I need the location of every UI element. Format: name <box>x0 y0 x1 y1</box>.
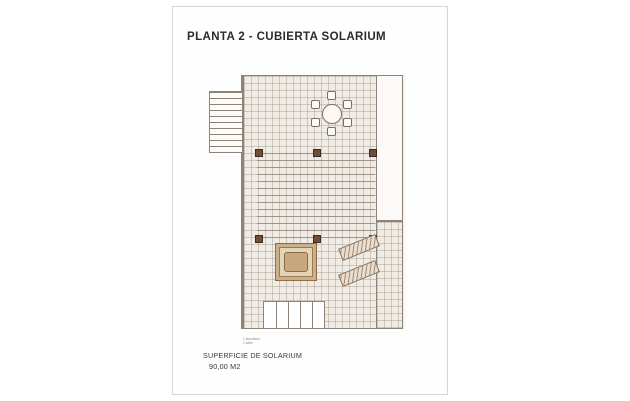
round-table-set <box>309 91 355 137</box>
column <box>313 149 321 157</box>
plan-note-line-2: 1 baño <box>243 341 253 346</box>
chair <box>327 91 336 100</box>
staircase <box>209 91 243 153</box>
side-terrace-slab <box>377 75 403 221</box>
plan-sheet <box>172 6 448 395</box>
chair <box>311 118 320 127</box>
chair <box>343 118 352 127</box>
terrace-edge-shadow <box>403 75 406 329</box>
jacuzzi <box>275 243 317 281</box>
jacuzzi-basin <box>284 252 308 272</box>
chair <box>343 100 352 109</box>
balustrade <box>263 301 325 329</box>
pergola-beams <box>257 153 375 239</box>
round-table <box>322 104 342 124</box>
area-caption <box>203 350 302 372</box>
plan-note <box>243 337 260 346</box>
area-caption-value: 90,00 M2 <box>209 362 241 371</box>
column <box>255 149 263 157</box>
plan-note-line-1: 1 dormitorio <box>243 337 260 341</box>
chair <box>311 100 320 109</box>
jacuzzi-deck <box>279 247 313 277</box>
floor-plan <box>235 65 435 346</box>
page-title: PLANTA 2 - CUBIERTA SOLARIUM <box>187 31 387 43</box>
column <box>255 235 263 243</box>
column <box>369 149 377 157</box>
chair <box>327 127 336 136</box>
side-terrace-tiled-slab <box>377 221 403 329</box>
column <box>313 235 321 243</box>
area-caption-label: SUPERFICIE DE SOLARIUM <box>203 351 303 360</box>
